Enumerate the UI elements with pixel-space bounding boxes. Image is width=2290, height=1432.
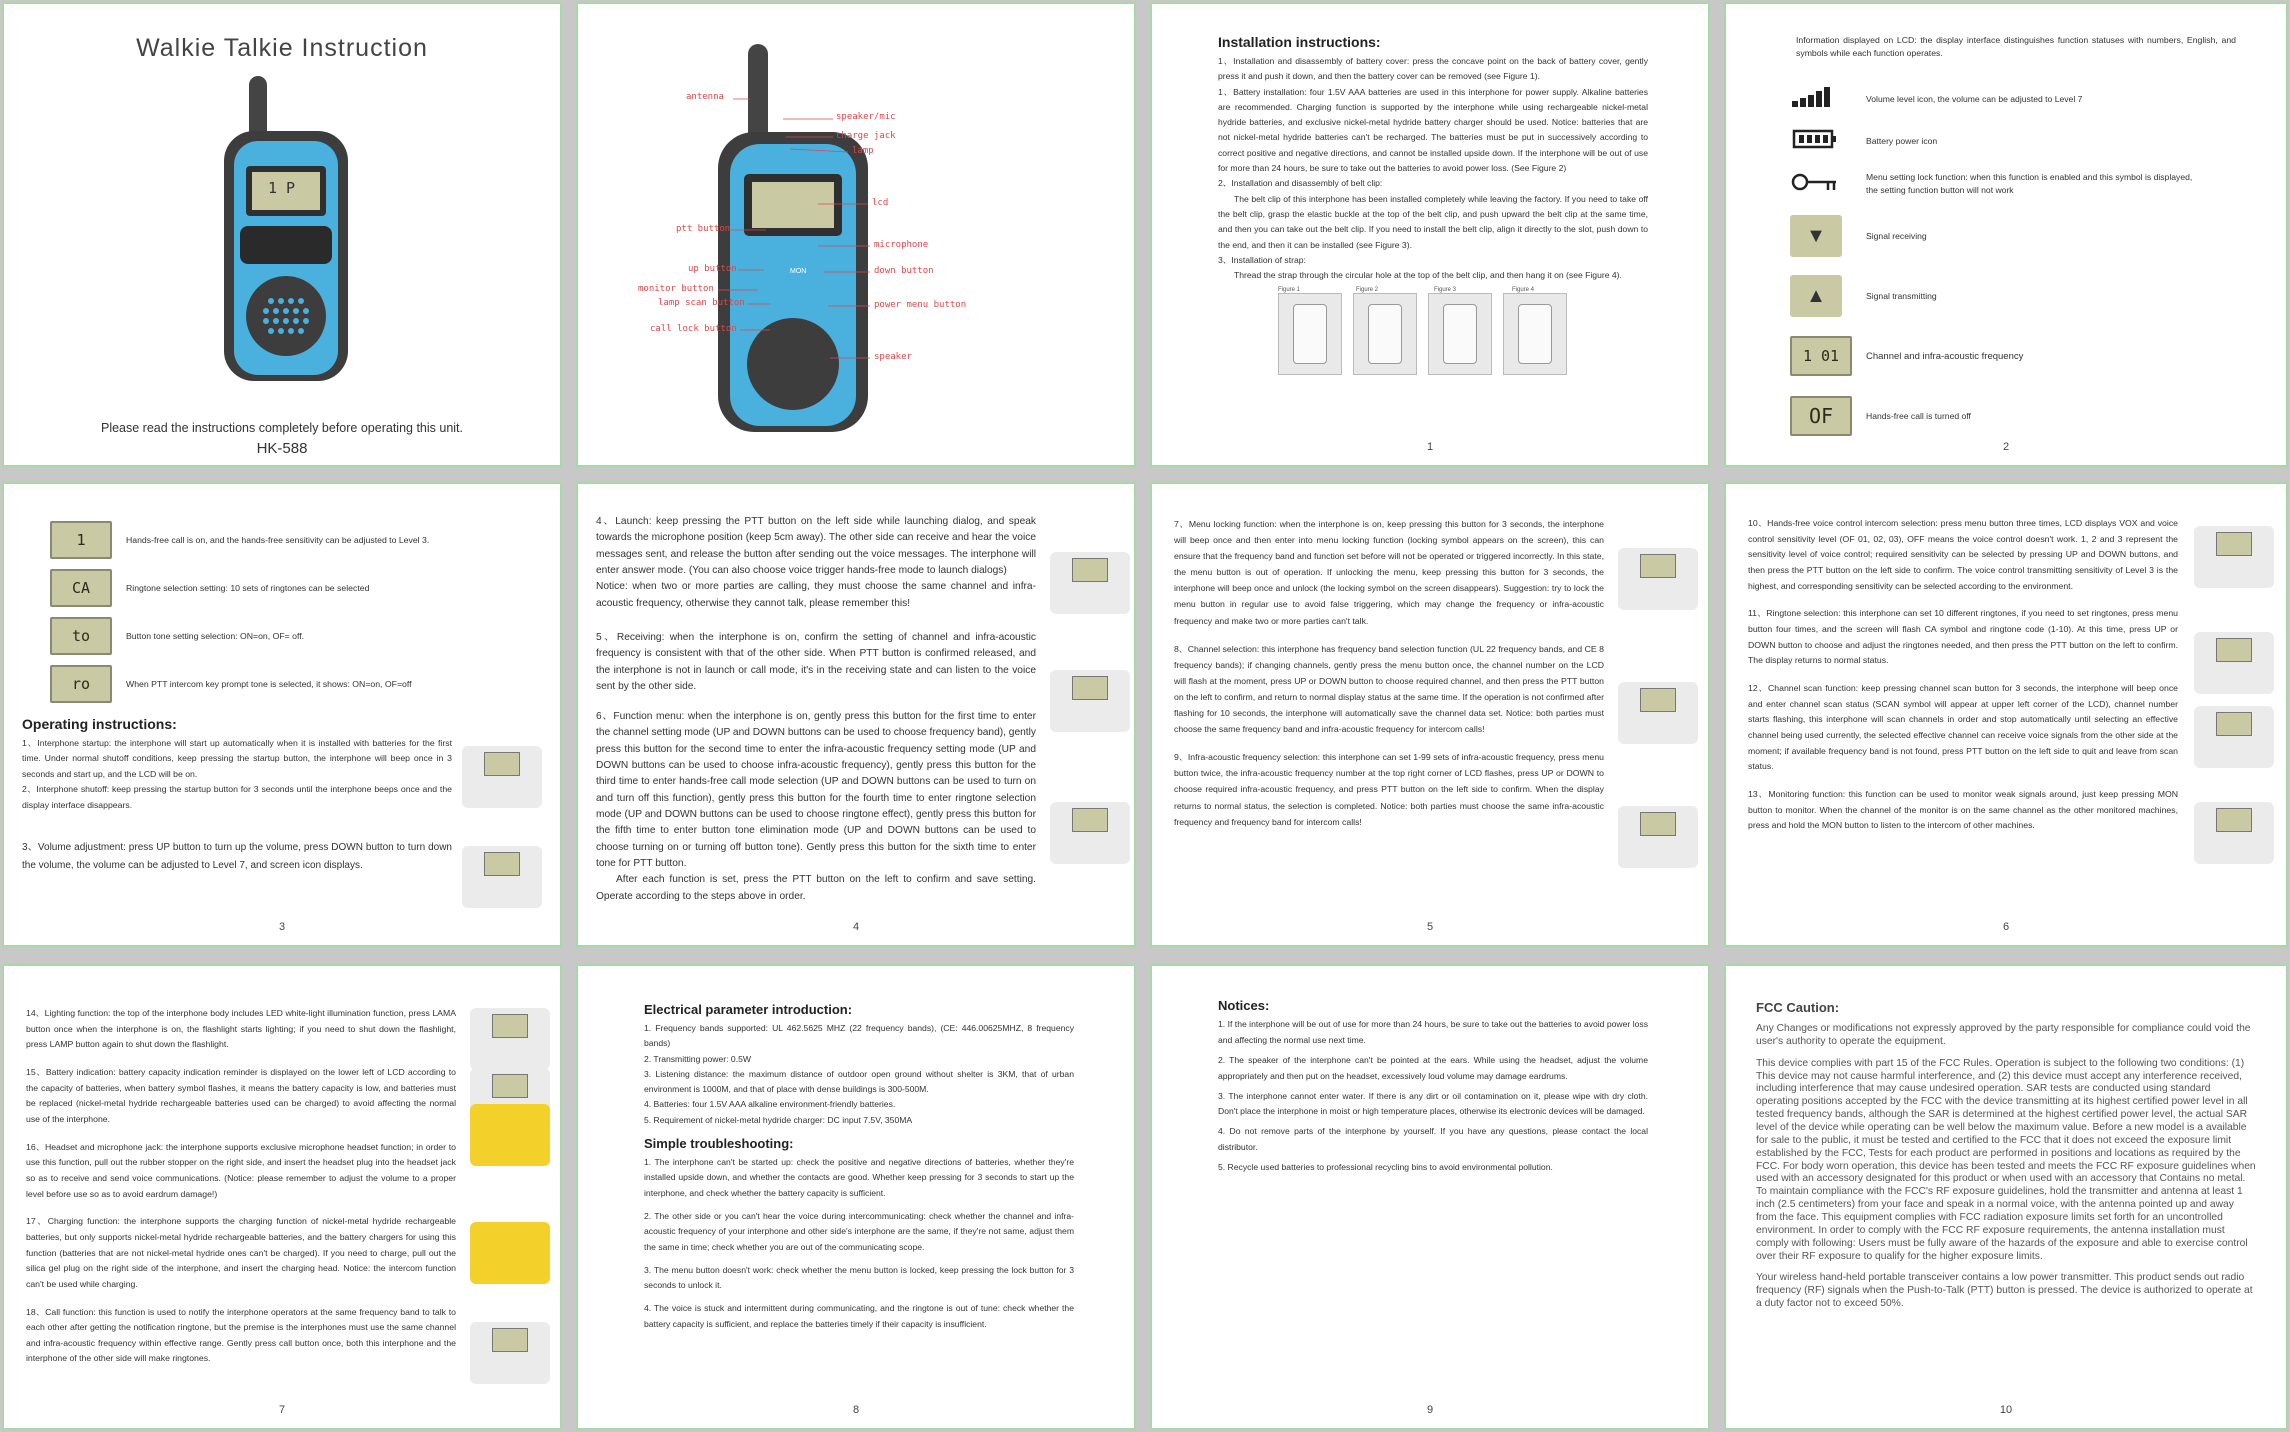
radio-closeup-image xyxy=(470,1008,550,1070)
page-2 xyxy=(1724,2,2288,467)
install-para: 2、Installation and disassembly of belt clip: xyxy=(1218,178,1383,189)
diagram-label-ptt: ptt button xyxy=(676,224,731,234)
page-3 xyxy=(2,482,562,947)
page-number: 9 xyxy=(1426,1404,1434,1416)
install-para: Thread the strap through the circular hole at the top of the belt clip, and then hang it on (see Figure 4). xyxy=(1234,270,1622,281)
radio-closeup-image xyxy=(470,1322,550,1384)
param-item: 3. Listening distance: the maximum distance of outdoor open ground without shelter is 3KM, that of urban environment is 1000M, and that of place with dense buildings is 300-500M. xyxy=(644,1068,1074,1095)
figure-image xyxy=(1428,293,1492,375)
notice-item: 5. Recycle used batteries to professional recycling bins to avoid environmental pollution. xyxy=(1218,1162,1553,1173)
page-number: 10 xyxy=(1999,1404,2013,1416)
trouble-item: 2. The other side or you can't hear the voice during intercommunicating: check whether the channel and infra-acoustic frequency of your interphone and other side's interphone are the same, if they're not same, adjust them the same in time; check whether you are out of the communicating scope. xyxy=(644,1210,1074,1252)
radio-closeup-image xyxy=(2194,526,2274,588)
signal-receiving-icon: ▼ xyxy=(1790,215,1866,257)
radio-charging-image xyxy=(470,1104,550,1166)
figure-image xyxy=(1278,293,1342,375)
figure-label: Figure 1 xyxy=(1278,287,1301,294)
installation-heading: Installation instructions: xyxy=(1218,34,1381,50)
cover-title: Walkie Talkie Instruction xyxy=(136,34,428,62)
radio-closeup-image xyxy=(1050,552,1130,614)
page-1 xyxy=(1150,2,1710,467)
volume-level-icon xyxy=(1790,85,1866,114)
lcd-item-label: When PTT intercom key prompt tone is selected, it shows: ON=on, OF=off xyxy=(126,679,412,689)
notices-heading: Notices: xyxy=(1218,998,1270,1013)
operating-para: 17、Charging function: the interphone supports the charging function of nickel-metal hydride rechargeable batteries, but only supports nickel-metal hydride rechargeable batteries, and the battery chargers for using this function (batteries that are not nickel-metal hydride ones can't be charged). If you need to charge, pull out the silica gel plug on the right side of the interphone, and insert the charging head. Notice: the intercom function can't be used while charging. xyxy=(26,1216,456,1289)
page-number: 1 xyxy=(1426,441,1434,453)
operating-para: 4、Launch: keep pressing the PTT button on the left side while launching dialog, and speak towards the microphone position (keep 5cm away). The other side can receive and hear the voice messages sent, and release the button after sending out the voice messages. The interphone will enter answer mode. (You can also choose voice trigger hands-free mode to launch dialogs) xyxy=(596,516,1036,576)
figure-label: Figure 2 xyxy=(1356,287,1379,294)
lcd-item-label: Hands-free call is turned off xyxy=(1866,411,1971,421)
operating-para: 11、Ringtone selection: this interphone can set 10 different ringtones, if you need to set ringtones, press menu button four times, and the screen will flash CA symbol and ringtone code (1-10). At this time, press UP or DOWN button to choose and adjust the ringtones needed, and then press the PTT button on the left to confirm. The display returns to normal status. xyxy=(1748,608,2178,666)
operating-para: 12、Channel scan function: keep pressing channel scan button for 3 seconds, the interphone will beep once and enter channel scan status (SCAN symbol will appear at upper left corner of the LCD), channel number starts flashing, this interphone will scan channels in order and stop automatically until selecting an effective channel being used currently, the selected effective channel can receive voice signals from the other side at the moment; if available frequency band is not found, press PTT button on the left side to quit and leave from scan status. xyxy=(1748,682,2178,772)
page-4 xyxy=(576,482,1136,947)
lcd-image: ro xyxy=(50,665,112,703)
radio-closeup-image xyxy=(462,746,542,808)
param-item: 2. Transmitting power: 0.5W xyxy=(644,1053,751,1064)
operating-para: 7、Menu locking function: when the interphone is on, keep pressing this button for 3 seconds, the interphone will beep once and then enter into menu locking function (locking symbol appears on the screen), this can ensure that the frequency band and function set before will not be operated or triggered incorrectly. In this state, the menu button is out of operation. If unlocking the menu, keep pressing this button for 3 seconds, the interphone will beep once and unlock (the locking symbol on the screen disappears). Suggestion: try to lock the menu button in regular use to avoid false triggering, which may change the frequency or infra-acoustic frequency and make two or more parties can't talk. xyxy=(1174,519,1604,626)
diagram-btn-mon: MON xyxy=(790,268,807,275)
diagram-label-up: up button xyxy=(688,264,737,274)
channel-lcd-icon: 1 01 xyxy=(1790,336,1866,376)
operating-para: 1、Interphone startup: the interphone will start up automatically when it is installed with batteries for the first time. Under normal shutoff conditions, keep pressing the startup button, the interphone will beep once in 3 seconds and start up, and the LCD will be on. xyxy=(22,738,452,779)
install-para: 1、Battery installation: four 1.5V AAA batteries are used in this interphone for power supply. Alkaline batteries are recommended. Charging function is supported by the interphone while using rechargeable nickel-metal hydride batteries, and exclusive nickel-metal hydride battery charger should be used. Notice: batteries that are not nickel-metal hydride batteries can't be recharged. The batteries must be put in successively according to correct positive and negative directions, and cannot be installed upside down. If the interphone will be out of use for more than 24 hours, be sure to take out the batteries to avoid power loss. (See Figure 2) xyxy=(1218,86,1648,174)
operating-para: 18、Call function: this function is used to notify the interphone operators at the same frequency band to talk to each other after getting the notification ringtone, but the premise is the interphones must use the same channel and infra-acoustic frequency within effective range. Gently press call button once, both this interphone and the interphone of the other side will make ringtones. xyxy=(26,1306,456,1364)
diagram-label-lamp: lamp xyxy=(852,146,874,156)
lcd-image: to xyxy=(50,617,112,655)
page-number: 6 xyxy=(2002,921,2010,933)
fcc-para: Your wireless hand-held portable transceiver contains a low power transmitter. This product sends out radio frequency (RF) signals when the Push-to-Talk (PTT) button is pressed. The device is authorized to operate at a duty factor not to exceed 50%. xyxy=(1756,1272,2253,1310)
lcd-image: 1 xyxy=(50,521,112,559)
radio-closeup-image xyxy=(1618,682,1698,744)
figure-label: Figure 4 xyxy=(1512,287,1535,294)
walkie-talkie-image xyxy=(216,76,356,386)
page-number: 5 xyxy=(1426,921,1434,933)
operating-para: 3、Volume adjustment: press UP button to turn up the volume, press DOWN button to turn down the volume, the volume can be adjusted to Level 7, and screen icon displays. xyxy=(22,842,452,872)
diagram-label-microphone: microphone xyxy=(874,240,929,250)
fcc-para: This device complies with part 15 of the FCC Rules. Operation is subject to the following two conditions: (1) This device may not cause harmful interference, and (2) this device must accept any interference received, including interference that may cause undesired operation. SAR tests are conducted using standard operating positions accepted by the FCC with the device transmitting at its highest certified power level in all tested frequency bands, although the SAR is determined at the highest certified power level, the actual SAR level of the device while operating can be well below the maximum value. Before a new model is a available for sale to the public, it must be tested and certified to the FCC that it does not exceed the exposure limit established by the FCC, Tests for each product are performed in positions and locations as required by the FCC. For body worn operation, this device has been tested and meets the FCC RF exposure guidelines when used with an accessory designated for this product or when used with an accessory that Contains no metal. To maintain compliance with the FCC's RF exposure guidelines, hold the transmitter and antenna at least 1 inch (2.5 centimeters) from your face and speak in a normal voice, with the antenna pointed up and away from the face. This equipment complies with FCC radiation exposure limits set forth for an uncontrolled environment. In order to comply with the FCC RF exposure requirements, the antenna installation must comply with following: Users must be fully aware of the hazards of the exposure and able to exercise control over their RF exposure to qualify for the higher exposure limits. xyxy=(1756,1057,2256,1262)
notice-item: 2. The speaker of the interphone can't be pointed at the ears. While using the headset, adjust the volume appropriately and then put on the headset, excessively loud volume may damage eardrums. xyxy=(1218,1054,1648,1081)
lcd-item-label: Hands-free call is on, and the hands-free sensitivity can be adjusted to Level 3. xyxy=(126,535,430,545)
radio-closeup-image xyxy=(1050,802,1130,864)
diagram-label-lcd: lcd xyxy=(872,198,889,208)
operating-para: 2、Interphone shutoff: keep pressing the startup button for 3 seconds until the interphone beeps once and the display interface disappears. xyxy=(22,784,452,810)
install-para: 1、Installation and disassembly of battery cover: press the concave point on the back of battery cover, gently press it and push it down, and then the battery cover can be removed (see Figure 1). xyxy=(1218,56,1648,82)
diagram-label-charge-jack: charge jack xyxy=(836,131,896,141)
operating-para: 14、Lighting function: the top of the interphone body includes LED white-light illumination function, press LAMA button once when the interphone is on, the flashlight starts lighting; if you need to shut down the flashlight, press LAMP button again to shut down the flashlight. xyxy=(26,1008,456,1050)
operating-para: After each function is set, press the PTT button on the left to confirm and save setting. Operate according to the steps above in order. xyxy=(596,874,1036,902)
page-6 xyxy=(1724,482,2288,947)
radio-charging-image xyxy=(470,1222,550,1284)
page-number: 4 xyxy=(852,921,860,933)
figure-image xyxy=(1503,293,1567,375)
diagram-label-antenna: antenna xyxy=(686,92,724,102)
operating-para: 15、Battery indication: battery capacity indication reminder is displayed on the lower left of LCD according to the capacity of batteries, when battery symbol flashes, it means the battery capacity is low, and batteries must be replaced (nickel-metal hydride rechargeable batteries used can be charged) to avoid affecting the normal use of the interphone. xyxy=(26,1066,456,1124)
page-7 xyxy=(2,964,562,1430)
diagram-label-lamp-scan: lamp scan button xyxy=(658,298,745,308)
diagram-label-call-lock: call lock button xyxy=(650,324,737,334)
radio-closeup-image xyxy=(1618,548,1698,610)
param-item: 4. Batteries: four 1.5V AAA alkaline environment-friendly batteries. xyxy=(644,1099,896,1110)
diagram-label-down: down button xyxy=(874,266,934,276)
operating-para: 13、Monitoring function: this function can be used to monitor weak signals around, just keep pressing MON button to monitor. When the channel of the monitor is on the same channel as the other monitored machines, press and hold the MON button to listen to the intercom of other machines. xyxy=(1748,788,2178,831)
operating-heading: Operating instructions: xyxy=(22,716,177,732)
lcd-item-label: Button tone setting selection: ON=on, OF= off. xyxy=(126,631,305,641)
diagram-label-speaker: speaker xyxy=(874,352,912,362)
radio-closeup-image xyxy=(2194,706,2274,768)
page-5 xyxy=(1150,482,1710,947)
diagram-label-monitor: monitor button xyxy=(638,284,714,294)
radio-closeup-image xyxy=(1618,806,1698,868)
radio-closeup-image xyxy=(1050,670,1130,732)
cover-lcd-text: 1 P xyxy=(268,179,296,197)
page-number: 8 xyxy=(852,1404,860,1416)
operating-para: 9、Infra-acoustic frequency selection: this interphone can set 1-99 sets of infra-acoustic frequency, press menu button twice, the infra-acoustic frequency number at the top right corner of LCD flashes, press UP or DOWN to choose required infra-acoustic frequency, and press PTT button on the left side to confirm. When the display returns to normal status, the selection is completed. Notice: both parties must choose the same infra-acoustic frequency and frequency band for intercom calls! xyxy=(1174,752,1604,827)
lcd-item-label: Signal transmitting xyxy=(1866,291,1937,301)
page-8 xyxy=(576,964,1136,1430)
radio-closeup-image xyxy=(462,846,542,908)
key-lock-icon xyxy=(1790,170,1866,199)
troubleshooting-heading: Simple troubleshooting: xyxy=(644,1136,794,1152)
labeled-walkie-talkie-diagram xyxy=(578,4,1134,464)
trouble-item: 4. The voice is stuck and intermittent during communicating, and the ringtone is out of tune: check whether the battery capacity is sufficient, and replace the batteries timely if their capacity is insufficient. xyxy=(644,1303,1074,1329)
page-number: 2 xyxy=(2002,441,2010,453)
install-para: 3、Installation of strap: xyxy=(1218,254,1306,265)
operating-para: 8、Channel selection: this interphone has frequency band selection function (UL 22 frequency bands, and CE 8 frequency bands); if changing channels, gently press the menu button once, the channel number on the LCD will flash at the moment, press UP or DOWN button to choose required channel, and then press the PTT button on the left to confirm, and return to normal display status at the same time. If the operation is not confirmed after flashing for 10 seconds, the interphone will automatically save the channel data set. Notice: both parties must choose the same frequency band and infra-acoustic frequency for intercom calls! xyxy=(1174,643,1604,735)
lcd-item-label: Menu setting lock function: when this function is enabled and this symbol is displayed, the setting function button will not work xyxy=(1866,172,2193,195)
signal-transmitting-icon: ▲ xyxy=(1790,275,1866,317)
diagram-page xyxy=(576,2,1136,467)
electrical-heading: Electrical parameter introduction: xyxy=(644,1002,853,1017)
operating-para: 6、Function menu: when the interphone is on, gently press this button for the first time to enter the channel setting mode (UP and DOWN buttons can be used to choose frequency band), gently press this button for the second time to enter the infra-acoustic frequency setting mode (UP and DOWN buttons can be used to choose infra-acoustic frequency), gently press this button for the third time to enter hands-free call mode selection (UP and DOWN buttons can be used to turn on and turn off this function), gently press this button for the fourth time to enter ringtone selection mode (UP and DOWN buttons can be used to choose ringtone effect), gently press this button for the fifth time to enter button tone elimination mode (UP and DOWN buttons can be used to choose turning on or turning off button tone). Gently press this button for the sixth time to enter tone for PTT button. xyxy=(596,711,1036,869)
handsfree-off-lcd-icon: OF xyxy=(1790,396,1866,436)
cover-note: Please read the instructions completely before operating this unit. xyxy=(100,421,463,435)
radio-closeup-image xyxy=(2194,802,2274,864)
fcc-heading: FCC Caution: xyxy=(1756,1000,1840,1015)
operating-para: 5、Receiving: when the interphone is on, confirm the setting of channel and infra-acoustic frequency is consistent with that of the other side. When PTT button is confirmed released, and the interphone is not in launch or call mode, it's in the receiving state and can listen to the voice sent by the other side. xyxy=(596,631,1036,692)
figure-image xyxy=(1353,293,1417,375)
install-para: The belt clip of this interphone has been installed completely while leaving the factory. If you need to take off the belt clip, grasp the elastic buckle at the top of the belt clip, and push upward the belt clip at the same time, and then you can take out the belt clip. If you need to install the belt clip, align it directly to the slot, push down to the end, and then it can be installed (see Figure 3). xyxy=(1218,193,1648,250)
lcd-image: CA xyxy=(50,569,112,607)
operating-para: 16、Headset and microphone jack: the interphone supports exclusive microphone headset function; in order to use this function, pull out the rubber stopper on the right side, and insert the headset plug into the headset jack so as to receive and send voice communications. (Notice: please remember to adjust the volume to a proper level before use so as to avoid eardrum damage!) xyxy=(26,1141,456,1199)
trouble-item: 1. The interphone can't be started up: check the positive and negative directions of batteries, whether they're installed upside down, and whether the contacts are good. Whether keep pressing for 3 seconds to start up the interphone, and check whether the battery capacity is sufficient. xyxy=(644,1157,1074,1198)
lcd-item-label: Channel and infra-acoustic frequency xyxy=(1866,350,2024,362)
operating-para: 10、Hands-free voice control intercom selection: press menu button three times, LCD displays VOX and voice control sensitivity level (OF 01, 02, 03), OFF means the voice control doesn't work. 1, 2 and 3 represent the sensitivity level of voice control; required sensitivity can be selected by pressing UP and DOWN buttons, and then press the PTT button on the left side to confirm. The voice control transmitting sensitivity of Level 3 is the highest, and corresponding sensitivity can be selected according to the environment. xyxy=(1748,518,2178,591)
operating-para: Notice: when two or more parties are calling, they must choose the same channel and infra-acoustic frequency, otherwise they cannot talk, please remember this! xyxy=(596,581,1036,609)
trouble-item: 3. The menu button doesn't work: check whether the menu button is locked, keep pressing the lock button for 3 seconds to unlock it. xyxy=(644,1264,1074,1291)
lcd-item-label: Ringtone selection setting: 10 sets of ringtones can be selected xyxy=(126,583,370,593)
page-number: 3 xyxy=(278,921,286,933)
diagram-label-speaker-mic: speaker/mic xyxy=(836,112,896,122)
cover-model: HK-588 xyxy=(256,440,308,457)
page-number: 7 xyxy=(278,1404,286,1416)
param-item: 5. Requirement of nickel-metal hydride charger: DC input 7.5V, 350MA xyxy=(644,1114,913,1125)
fcc-para: Any Changes or modifications not expressly approved by the party responsible for compliance could void the user's authority to operate the equipment. xyxy=(1756,1023,2251,1047)
notice-item: 3. The interphone cannot enter water. If there is any dirt or oil contamination on it, please wipe with dry cloth. Don't place the interphone in moist or high temperature places, otherwise its electronic devices will be damaged. xyxy=(1218,1090,1648,1117)
battery-power-icon xyxy=(1790,127,1866,156)
radio-closeup-image xyxy=(2194,632,2274,694)
cover-page xyxy=(2,2,562,467)
figure-label: Figure 3 xyxy=(1434,287,1457,294)
lcd-item-label: Signal receiving xyxy=(1866,231,1927,241)
lcd-intro: Information displayed on LCD: the display interface distinguishes function statuses with numbers, English, and symbols while each function operates. xyxy=(1796,35,2236,59)
lcd-item-label: Battery power icon xyxy=(1866,136,1938,146)
page-9 xyxy=(1150,964,1710,1430)
diagram-label-power-menu: power menu button xyxy=(874,300,967,310)
page-10 xyxy=(1724,964,2288,1430)
lcd-item-label: Volume level icon, the volume can be adjusted to Level 7 xyxy=(1866,94,2083,104)
notice-item: 1. If the interphone will be out of use for more than 24 hours, be sure to take out the batteries to avoid power loss and affecting the normal use next time. xyxy=(1218,1019,1648,1045)
param-item: 1. Frequency bands supported: UL 462.5625 MHZ (22 frequency bands), (CE: 446.00625MHZ, 8 frequency bands) xyxy=(644,1023,1074,1049)
notice-item: 4. Do not remove parts of the interphone by yourself. If you have any questions, please contact the local distributor. xyxy=(1218,1126,1648,1153)
